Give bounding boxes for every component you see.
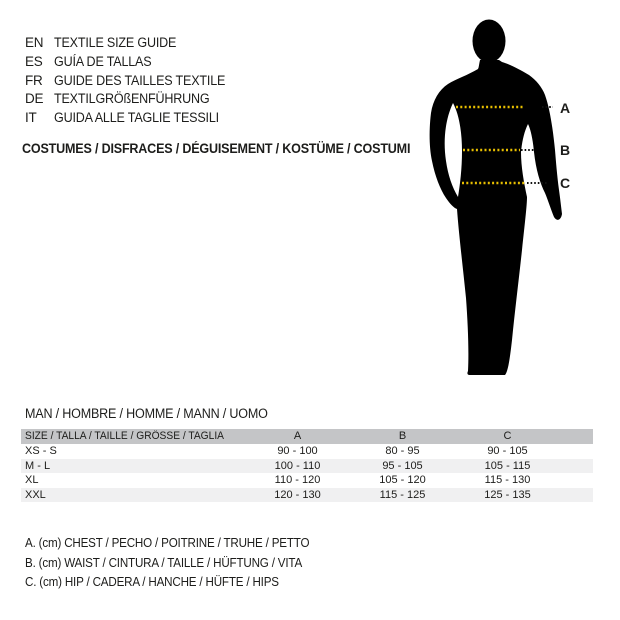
hip-cell: 115 - 130 bbox=[484, 474, 531, 486]
head bbox=[473, 20, 506, 63]
chest-cell: 100 - 110 bbox=[274, 459, 321, 472]
table-row bbox=[21, 473, 593, 488]
table-row bbox=[21, 488, 593, 503]
section-title-man bbox=[25, 404, 286, 423]
section-title-text: MAN / HOMBRE / HOMME / MANN / UOMO bbox=[25, 406, 268, 421]
legend-text: A. (cm) CHEST / PECHO / POITRINE / TRUHE / PETTO bbox=[25, 536, 310, 550]
row-filler bbox=[560, 473, 593, 488]
category-title bbox=[22, 139, 439, 158]
hip-cell: 90 - 105 bbox=[487, 445, 528, 457]
row-filler bbox=[560, 459, 593, 474]
language-label: TEXTILGRÖßENFÜHRUNG bbox=[54, 91, 210, 106]
row-filler bbox=[560, 444, 593, 459]
list-item bbox=[25, 89, 221, 108]
hip-cell: 105 - 115 bbox=[484, 459, 531, 472]
language-label: GUIDE DES TAILLES TEXTILE bbox=[54, 73, 226, 88]
chest-label: A bbox=[559, 100, 571, 116]
hip-cell: 125 - 135 bbox=[484, 488, 531, 501]
legend-text: B. (cm) WAIST / CINTURA / TAILLE / HÜFTUNG / VITA bbox=[25, 555, 303, 570]
legend-line-hip bbox=[25, 573, 298, 593]
column-header-b: B bbox=[398, 430, 407, 442]
man-silhouette bbox=[430, 20, 562, 376]
hip-label: C bbox=[559, 175, 571, 191]
chest-cell: 90 - 100 bbox=[277, 445, 318, 457]
size-table bbox=[21, 429, 593, 502]
row-filler bbox=[560, 488, 593, 503]
header-filler bbox=[560, 429, 593, 444]
language-code: ES bbox=[25, 54, 43, 69]
waist-label: B bbox=[559, 142, 571, 158]
legend-text: C. (cm) HIP / CADERA / HANCHE / HÜFTE / HIPS bbox=[25, 575, 279, 589]
table-header-row bbox=[21, 429, 593, 444]
language-code: FR bbox=[25, 73, 43, 88]
list-item bbox=[25, 108, 231, 127]
waist-cell: 115 - 125 bbox=[379, 488, 426, 501]
language-code: EN bbox=[25, 35, 44, 50]
waist-cell: 80 - 95 bbox=[385, 445, 420, 457]
size-column-header-text: SIZE / TALLA / TAILLE / GRÖSSE / TAGLIA bbox=[25, 430, 225, 442]
language-label: GUÍA DE TALLAS bbox=[54, 54, 152, 69]
size-cell: XS - S bbox=[25, 445, 57, 457]
category-title-text: COSTUMES / DISFRACES / DÉGUISEMENT / KOSTÜME / COSTUMI bbox=[22, 141, 411, 156]
column-header-a: A bbox=[293, 430, 302, 442]
language-label: GUIDA ALLE TAGLIE TESSILI bbox=[54, 110, 219, 125]
waist-cell: 95 - 105 bbox=[382, 459, 423, 472]
language-code: DE bbox=[25, 91, 44, 106]
table-row bbox=[21, 459, 593, 474]
chest-cell: 120 - 130 bbox=[274, 488, 321, 501]
size-cell: XL bbox=[25, 474, 39, 486]
table-row bbox=[21, 444, 593, 459]
size-column-header bbox=[21, 429, 245, 444]
language-label: TEXTILE SIZE GUIDE bbox=[54, 35, 177, 50]
waist-cell: 105 - 120 bbox=[379, 474, 426, 486]
list-item bbox=[25, 52, 159, 71]
list-item bbox=[25, 71, 238, 90]
legend-line-chest bbox=[25, 534, 331, 554]
size-cell: XXL bbox=[25, 488, 46, 501]
chest-cell: 110 - 120 bbox=[274, 474, 321, 486]
size-cell: M - L bbox=[25, 459, 51, 472]
column-header-c: C bbox=[503, 430, 512, 442]
legend-line-waist bbox=[25, 554, 323, 574]
list-item bbox=[25, 33, 185, 52]
language-code: IT bbox=[25, 110, 37, 125]
